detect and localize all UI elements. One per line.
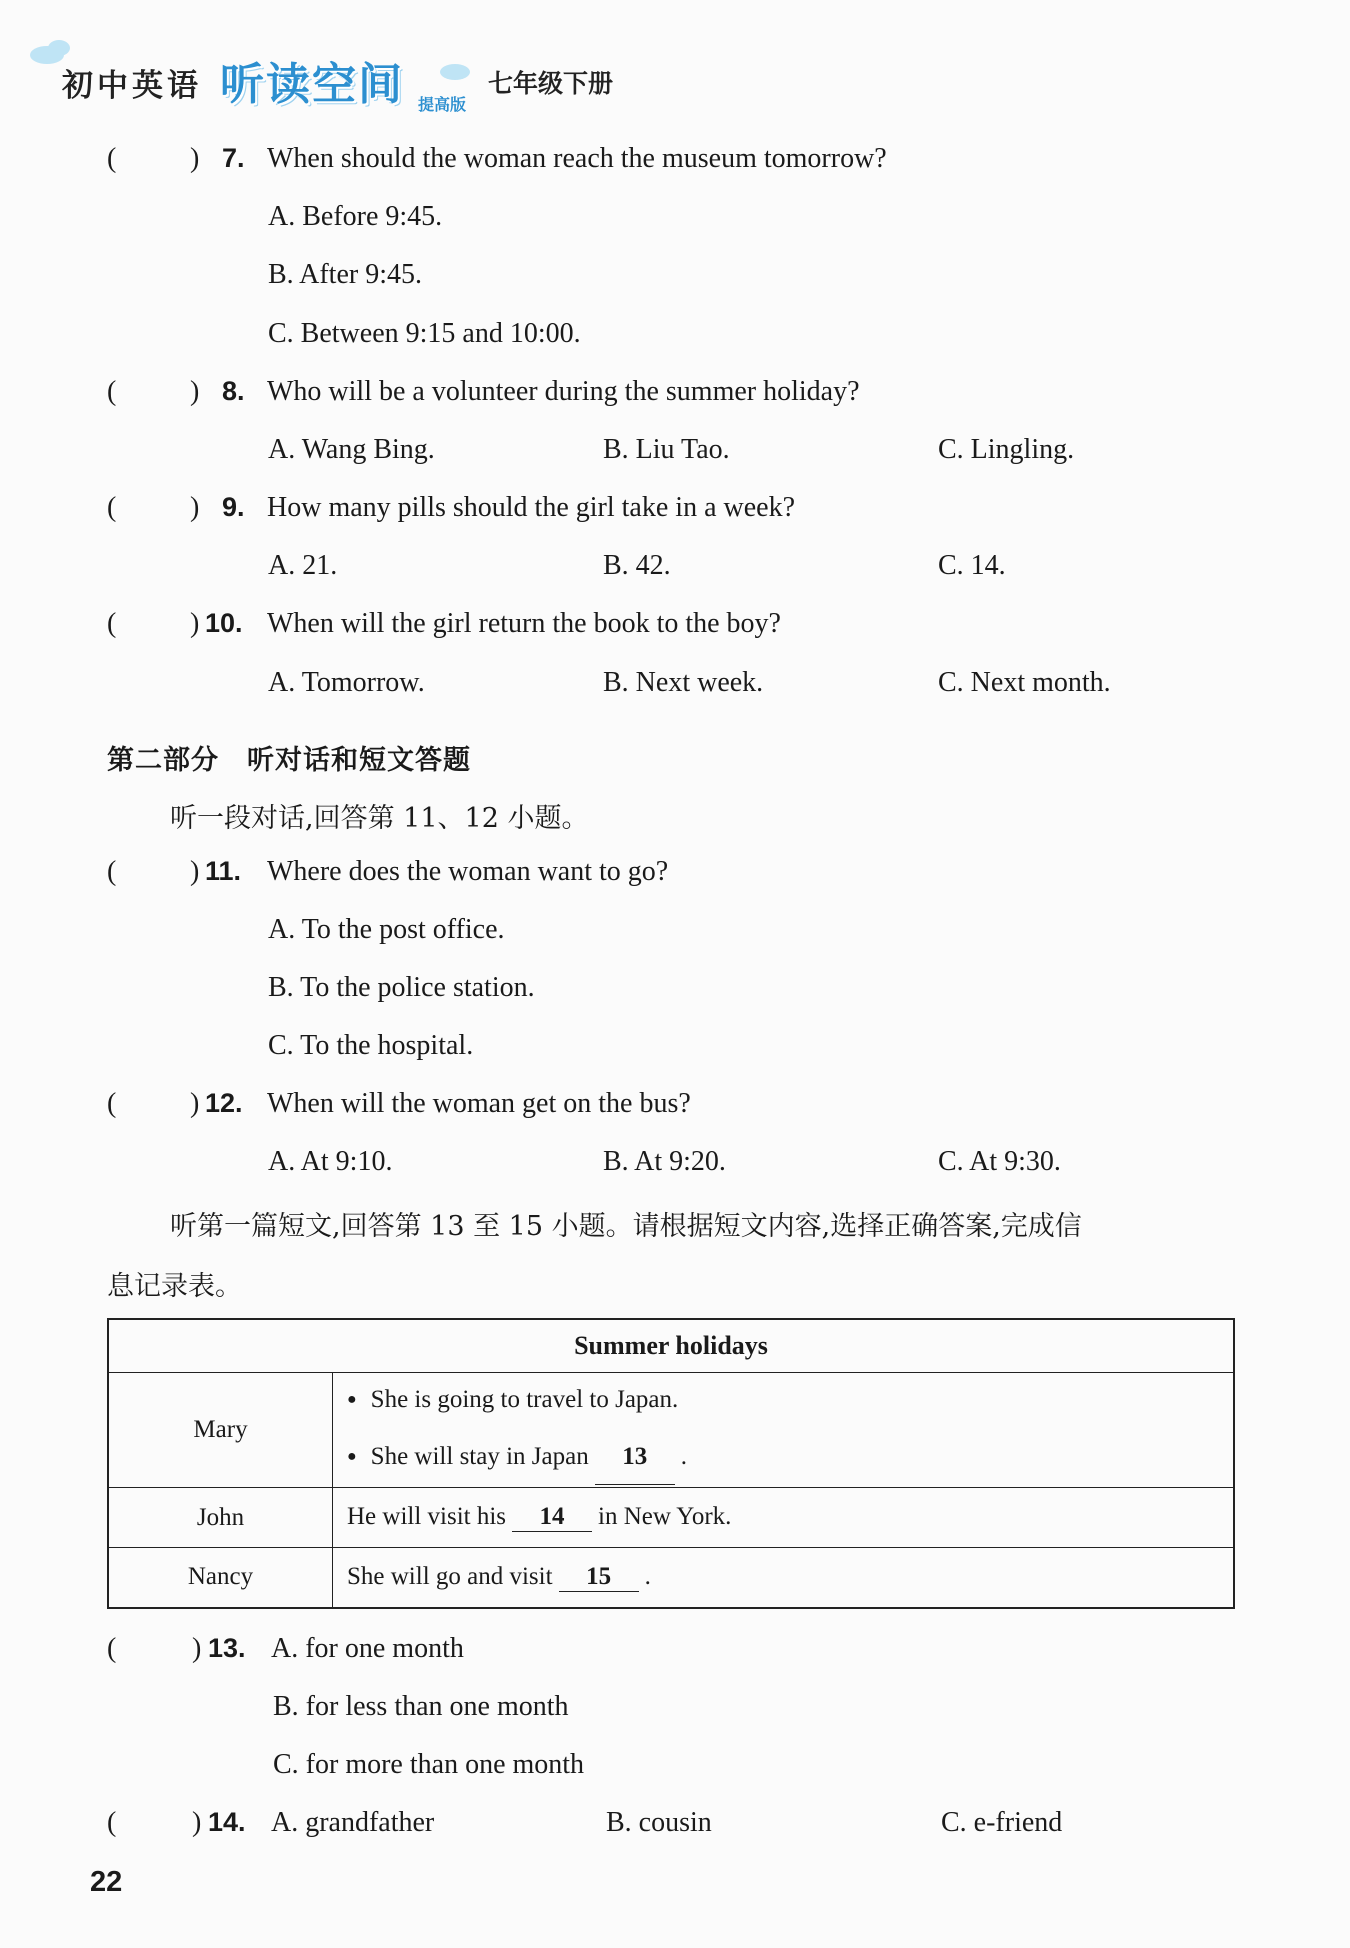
cloud-icon (440, 64, 470, 80)
bullet-item (347, 1430, 1233, 1487)
option: A. Wang Bing. (268, 434, 435, 465)
question-number: 7. (222, 143, 245, 173)
series-name: 初中英语 (62, 68, 202, 104)
table-name-cell: Nancy (108, 1548, 333, 1608)
book-title: 听读空间 (220, 59, 404, 110)
option: A. Tomorrow. (268, 667, 425, 698)
answer-paren-open: ( (107, 143, 117, 174)
option: B. At 9:20. (603, 1146, 726, 1177)
option: C. Next month. (938, 667, 1111, 698)
option: A. Before 9:45. (268, 201, 443, 232)
table-content-cell (333, 1488, 1235, 1548)
cell-text: She will go and visit (347, 1562, 553, 1590)
answer-paren-close: ) (190, 856, 200, 887)
option: B. Liu Tao. (603, 434, 730, 465)
option: C. At 9:30. (938, 1146, 1061, 1177)
table-name-cell: Mary (108, 1373, 333, 1488)
question-text: When will the woman get on the bus? (267, 1088, 691, 1119)
option: B. cousin (606, 1807, 712, 1838)
edition-label: 提高版 (418, 95, 467, 114)
table-row (108, 1488, 1234, 1548)
answer-paren-open: ( (107, 856, 117, 887)
answer-paren-close: ) (190, 492, 200, 523)
table-name-cell: John (108, 1488, 333, 1548)
answer-paren-open: ( (107, 492, 117, 523)
question-number: 12. (205, 1088, 243, 1118)
answer-paren-open: ( (107, 608, 117, 639)
question-number: 9. (222, 492, 245, 522)
bullet-text: She is going to travel to Japan. (370, 1386, 679, 1413)
question-number: 14. (208, 1807, 246, 1837)
option: B. for less than one month (273, 1691, 569, 1722)
blank-13[interactable]: 13 (595, 1430, 675, 1485)
answer-paren-open: ( (107, 1088, 117, 1119)
section-title: 第二部分 听对话和短文答题 (107, 745, 471, 776)
table-title: Summer holidays (108, 1319, 1234, 1373)
cell-text: He will visit his (347, 1503, 507, 1530)
option: C. 14. (938, 550, 1006, 581)
bullet-text: . (680, 1443, 687, 1470)
question-text: Where does the woman want to go? (267, 856, 669, 887)
option: B. Next week. (603, 667, 764, 698)
page-number: 22 (90, 1866, 123, 1898)
question-text: When will the girl return the book to the boy? (267, 608, 781, 639)
answer-paren-close: ) (190, 1088, 200, 1119)
instruction: 息记录表。 (107, 1271, 242, 1302)
answer-paren-close: ) (190, 608, 200, 639)
bullet-text: She will stay in Japan (370, 1443, 589, 1470)
info-table (107, 1318, 1235, 1609)
answer-paren-close: ) (190, 376, 200, 407)
option: A. grandfather (271, 1807, 435, 1838)
instruction: 听第一篇短文,回答第 13 至 15 小题。请根据短文内容,选择正确答案,完成信 (170, 1211, 1082, 1242)
option: C. To the hospital. (268, 1030, 474, 1061)
option: C. Lingling. (938, 434, 1075, 465)
answer-paren-open: ( (107, 1633, 117, 1664)
option: C. for more than one month (273, 1749, 585, 1780)
answer-paren-close: ) (190, 143, 200, 174)
option: A. At 9:10. (268, 1146, 393, 1177)
option: A. for one month (271, 1633, 464, 1664)
cloud-icon (48, 40, 70, 56)
option: C. e-friend (941, 1807, 1063, 1838)
table-content-cell (333, 1373, 1235, 1488)
option: A. 21. (268, 550, 338, 581)
option: A. To the post office. (268, 914, 505, 945)
answer-paren-open: ( (107, 376, 117, 407)
table-content-cell (333, 1548, 1235, 1608)
table-row (108, 1373, 1234, 1488)
cell-text: . (644, 1562, 651, 1590)
question-text: Who will be a volunteer during the summer holiday? (267, 376, 860, 407)
question-number: 8. (222, 376, 245, 406)
blank-14[interactable]: 14 (512, 1503, 592, 1532)
cell-text: in New York. (598, 1503, 732, 1530)
answer-paren-close: ) (192, 1807, 202, 1838)
question-text: How many pills should the girl take in a week? (267, 492, 795, 523)
grade-label: 七年级下册 (488, 69, 614, 98)
answer-paren-close: ) (192, 1633, 202, 1664)
answer-paren-open: ( (107, 1807, 117, 1838)
question-text: When should the woman reach the museum tomorrow? (267, 143, 887, 174)
question-number: 11. (205, 856, 242, 886)
question-number: 13. (208, 1633, 246, 1663)
blank-15[interactable]: 15 (559, 1563, 639, 1592)
header (30, 40, 930, 130)
bullet-item (347, 1373, 1233, 1430)
option: B. To the police station. (268, 972, 535, 1003)
option: B. After 9:45. (268, 259, 422, 290)
instruction: 听一段对话,回答第 11、12 小题。 (170, 803, 589, 834)
table-row (108, 1548, 1234, 1608)
option: B. 42. (603, 550, 671, 581)
question-number: 10. (205, 608, 243, 638)
option: C. Between 9:15 and 10:00. (268, 318, 581, 349)
